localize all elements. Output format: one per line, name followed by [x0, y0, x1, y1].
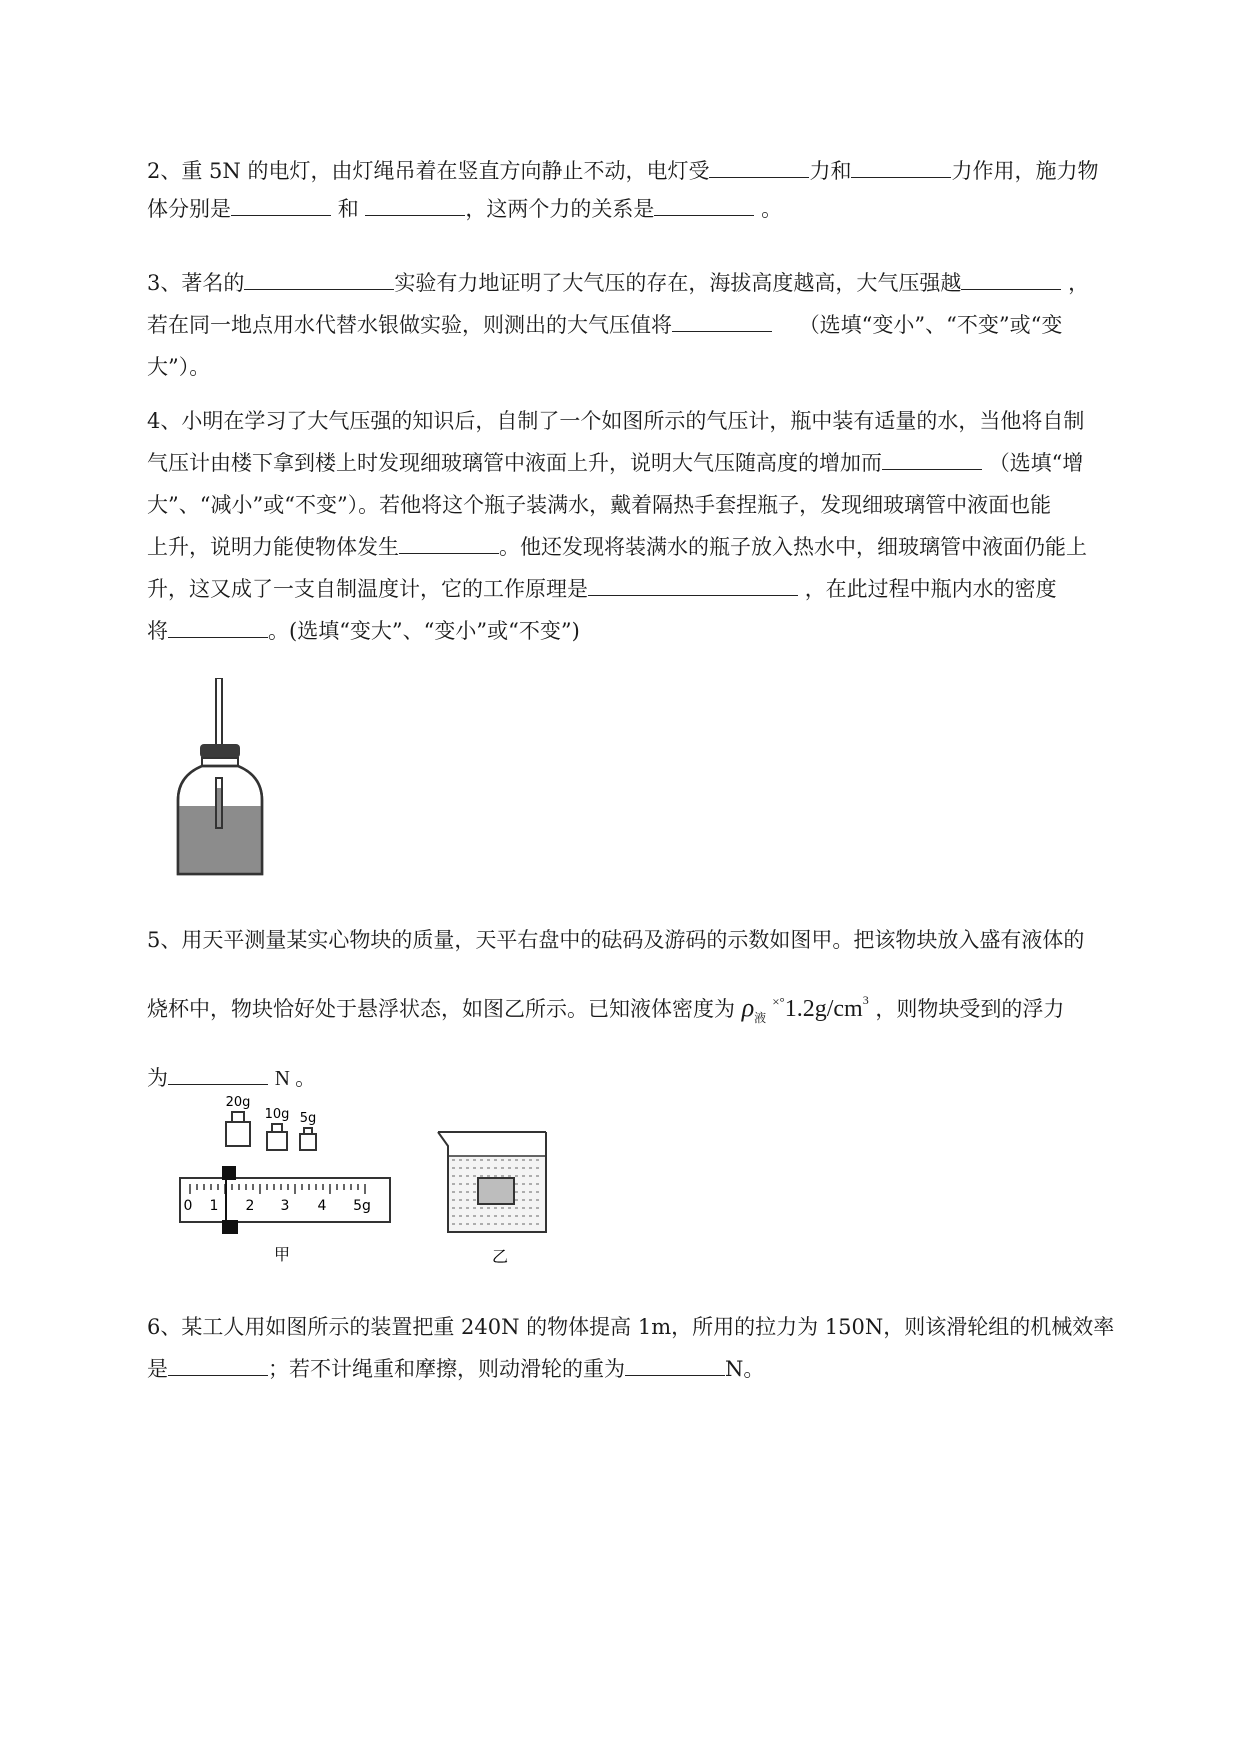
- q4-text-5: 上升，说明力能使物体发生: [147, 535, 399, 559]
- density-formula: $\rho_液$ $^{\times^\circ}1.2g/cm^3$: [741, 993, 869, 1025]
- q6-text-4: N。: [725, 1357, 765, 1381]
- label-yi: 乙: [491, 1247, 509, 1266]
- label-jia: 甲: [273, 1245, 291, 1264]
- density-value: 1.2g/cm: [784, 996, 863, 1022]
- q4-text-4: 大”、“减小”或“不变”）。若他将这个瓶子装满水，戴着隔热手套捏瓶子，发现细玻璃管中液面也能: [147, 493, 1052, 517]
- weight-5g: [300, 1128, 316, 1150]
- scale-tick-3: 3: [280, 1198, 290, 1214]
- q4-text-10: 。(选填“变大”、“变小”或“不变”): [268, 619, 580, 643]
- weight-20g: [226, 1112, 250, 1146]
- answer-blank[interactable]: [244, 267, 394, 290]
- answer-blank[interactable]: [365, 193, 465, 216]
- balance-figure: [170, 1090, 570, 1270]
- question-2-line-1: [147, 150, 1147, 192]
- answer-blank[interactable]: [961, 267, 1061, 290]
- scale-tick-0: 0: [183, 1198, 193, 1214]
- q4-text-1: 4、小明在学习了大气压强的知识后，自制了一个如图所示的气压计，瓶中装有适量的水，当他将自制: [147, 409, 1085, 433]
- answer-blank[interactable]: [168, 1062, 268, 1085]
- answer-blank[interactable]: [231, 193, 331, 216]
- question-5: [147, 918, 1147, 1100]
- scale-tick-1: 1: [209, 1198, 219, 1214]
- beaker: [438, 1132, 546, 1232]
- question-2-line-2: [147, 188, 1147, 230]
- weight-label-5g: 5g: [299, 1111, 317, 1126]
- answer-blank[interactable]: [625, 1353, 725, 1376]
- question-4-line-6: [147, 610, 1147, 652]
- q3-text-3: ，: [1068, 271, 1090, 295]
- answer-blank[interactable]: [588, 573, 798, 596]
- bottle-stopper: [200, 744, 240, 758]
- scale-tick-4: 4: [317, 1198, 327, 1214]
- rider-bottom: [222, 1220, 238, 1234]
- q2-text-6: ，这两个力的关系是: [465, 197, 655, 221]
- answer-blank[interactable]: [168, 1353, 268, 1376]
- q3-text-1: 3、著名的: [147, 271, 245, 295]
- answer-blank[interactable]: [168, 615, 268, 638]
- q6-text-3: ；若不计绳重和摩擦，则动滑轮的重为: [268, 1357, 625, 1381]
- answer-blank[interactable]: [399, 531, 499, 554]
- q4-text-9: 将: [147, 619, 168, 643]
- question-4-line-1: [147, 400, 1147, 442]
- weight-label-10g: 10g: [264, 1107, 290, 1122]
- question-4-line-5: [147, 568, 1147, 610]
- rho-symbol: ρ: [741, 993, 755, 1022]
- scale-tick-5g: 5g: [353, 1198, 371, 1214]
- question-6-line-2: [147, 1348, 1147, 1390]
- question-3-line-3: [147, 346, 1147, 388]
- answer-blank[interactable]: [709, 155, 809, 178]
- question-6-line-1: [147, 1306, 1147, 1348]
- weight-10g: [267, 1124, 287, 1150]
- scale-tick-2: 2: [245, 1198, 255, 1214]
- question-2: [147, 150, 1147, 230]
- q2-text-3: 力作用，施力物: [951, 159, 1099, 183]
- q4-text-7: 升，这又成了一支自制温度计，它的工作原理是: [147, 577, 588, 601]
- q4-text-8: ，在此过程中瓶内水的密度: [804, 577, 1057, 601]
- q2-text-5: 和: [337, 197, 359, 221]
- q4-text-6: 。他还发现将装满水的瓶子放入热水中，细玻璃管中液面仍能上: [499, 535, 1087, 559]
- density-exponent: 3: [862, 993, 869, 1007]
- question-3: [147, 262, 1147, 388]
- q4-text-3: （选填“增: [988, 451, 1084, 475]
- question-4-line-3: [147, 484, 1147, 526]
- rider-top: [222, 1166, 236, 1180]
- q3-text-6: 大”）。: [147, 355, 211, 379]
- q3-text-5: （选填“变小”、“不变”或“变: [798, 313, 1063, 337]
- q4-text-2: 气压计由楼下拿到楼上时发现细玻璃管中液面上升，说明大气压随高度的增加而: [147, 451, 882, 475]
- answer-blank[interactable]: [654, 193, 754, 216]
- question-4-line-2: [147, 442, 1147, 484]
- q6-text-2: 是: [147, 1357, 168, 1381]
- question-4: [147, 400, 1147, 652]
- answer-blank[interactable]: [882, 447, 982, 470]
- q5-text-5: N 。: [274, 1066, 317, 1090]
- question-4-line-4: [147, 526, 1147, 568]
- q5-text-1: 5、用天平测量某实心物块的质量，天平右盘中的砝码及游码的示数如图甲。把该物块放入盛有液体的: [147, 928, 1085, 952]
- question-5-line-1: [147, 918, 1147, 962]
- q2-text-7: 。: [761, 197, 783, 221]
- q3-text-2: 实验有力地证明了大气压的存在，海拔高度越高，大气压强越: [394, 271, 962, 295]
- q5-text-2: 烧杯中，物块恰好处于悬浮状态，如图乙所示。已知液体密度为: [147, 997, 735, 1021]
- q3-text-4: 若在同一地点用水代替水银做实验，则测出的大气压值将: [147, 313, 672, 337]
- q2-text-1: 2、重 5N 的电灯，由灯绳吊着在竖直方向静止不动，电灯受: [147, 159, 710, 183]
- question-3-line-1: [147, 262, 1147, 304]
- q5-text-4: 为: [147, 1066, 168, 1090]
- answer-blank[interactable]: [672, 309, 772, 332]
- barometer-bottle-figure: [170, 678, 270, 878]
- question-6: [147, 1306, 1147, 1390]
- weight-label-20g: 20g: [225, 1095, 251, 1110]
- rho-subscript: 液: [754, 1011, 767, 1025]
- question-3-line-2: [147, 304, 1147, 346]
- q6-text-1: 6、某工人用如图所示的装置把重 240N 的物体提高 1m，所用的拉力为 150N，则该滑轮组的机械效率: [147, 1315, 1115, 1339]
- suspended-block: [478, 1178, 514, 1204]
- answer-blank[interactable]: [851, 155, 951, 178]
- q2-text-4: 体分别是: [147, 197, 231, 221]
- q5-text-3: ，则物块受到的浮力: [875, 997, 1065, 1021]
- q2-text-2: 力和: [809, 159, 852, 183]
- question-5-line-2: [147, 978, 1147, 1040]
- tube-water: [217, 788, 221, 828]
